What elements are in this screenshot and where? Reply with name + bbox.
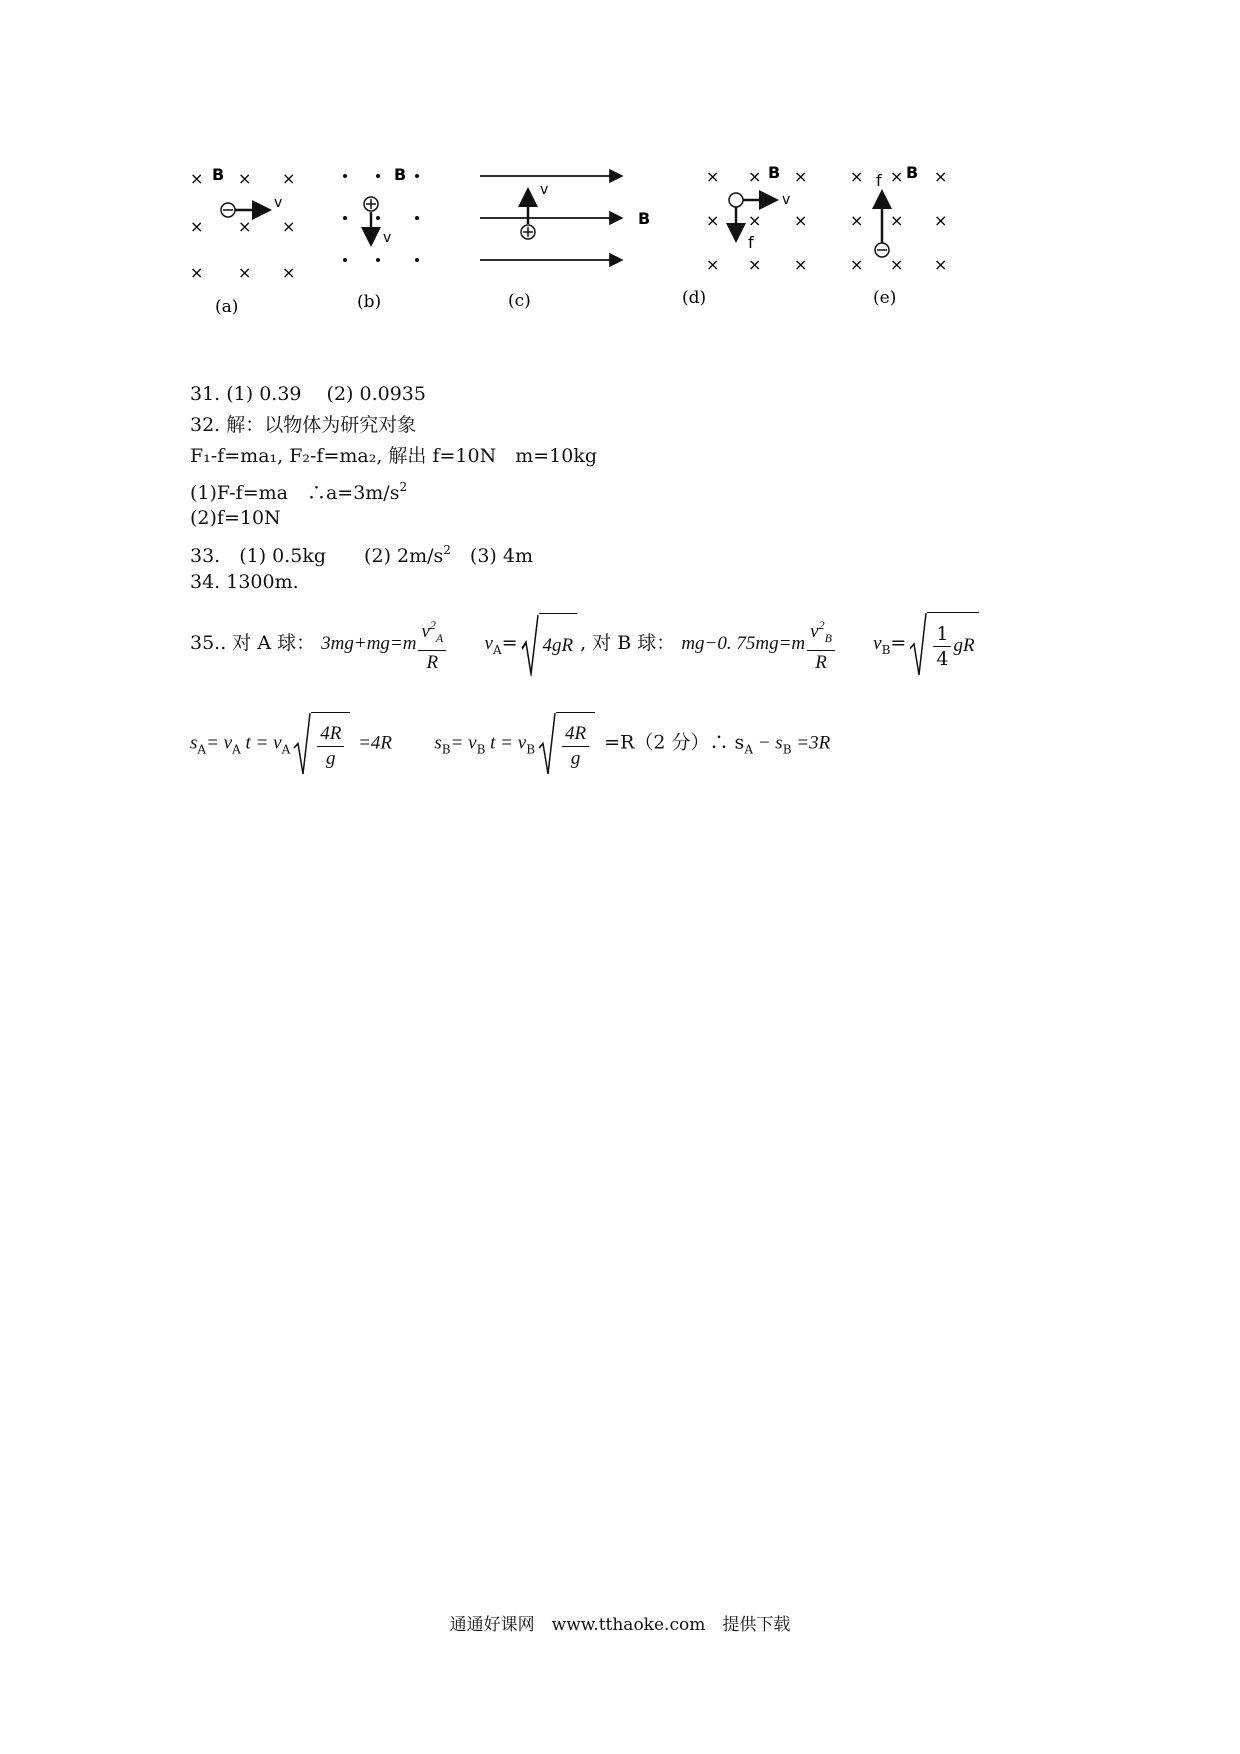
field-label-b: B [638, 209, 651, 228]
answer-33: 33. (1) 0.5kg (2) $2m/s^2$ (3) 4m [190, 543, 533, 567]
cross-mark: × [282, 169, 296, 188]
cross-mark: × [706, 255, 720, 274]
cross-mark: × [282, 263, 296, 282]
field-label-b: B [768, 163, 781, 182]
velocity-label: v [782, 192, 791, 208]
field-label-b: B [394, 165, 407, 184]
cross-mark: × [190, 169, 204, 188]
cross-mark: × [794, 211, 808, 230]
cross-mark: × [190, 217, 204, 236]
answer-35-line2: $s_A= v_A$ $t = v_A$ $\frac{4R}{g}$ =4R $s_B= v_B$ $t = v_B$ $\frac{4R}{g}$ =R（2 分）∴ $s_A - s_B =3R$ [190, 712, 830, 780]
cross-mark: × [934, 211, 948, 230]
cross-mark: × [706, 211, 720, 230]
cross-mark: × [190, 263, 204, 282]
caption-e: (e) [873, 288, 897, 308]
cross-mark: × [748, 255, 762, 274]
diagram-c [480, 176, 650, 311]
diagram-b [343, 165, 419, 312]
sqrt-4R-g: $\frac{4R}{g}$ [293, 712, 350, 775]
answer-32-line2: (1)F-f=ma $\therefore a=3m/s^2$ [190, 480, 408, 504]
cross-mark: × [934, 255, 948, 274]
cross-mark: × [748, 211, 762, 230]
cross-mark: × [850, 167, 864, 186]
field-diagrams [190, 163, 1010, 350]
diagram-svg [190, 163, 1010, 350]
velocity-label: v [383, 230, 392, 246]
answer-35-line1: 35.. 对 A 球： 3mg+mg=m $\frac{v^2_A}{R}$ $v_A=$ 4gR , 对 B 球： mg−0. 75mg=m $\frac{v^2_B}{R}$ $v_B=$ $\frac{1}{4}$ gR [190, 612, 982, 680]
fraction-va2-r: $\frac{v^2_A}{R}$ [418, 613, 446, 675]
cross-mark: × [238, 217, 252, 236]
cross-mark: × [850, 255, 864, 274]
velocity-label: v [274, 195, 283, 211]
cross-mark: × [238, 169, 252, 188]
cross-mark: × [748, 167, 762, 186]
cross-mark: × [794, 167, 808, 186]
cross-mark: × [890, 167, 904, 186]
answer-32-line1: F₁-f=ma₁, F₂-f=ma₂, 解出 f=10N m=10kg [190, 445, 598, 467]
answer-32-title: 32. 解：以物体为研究对象 [190, 414, 417, 436]
force-label: f [876, 171, 882, 190]
field-label-b: B [906, 163, 919, 182]
cross-mark: × [282, 217, 296, 236]
cross-mark: × [794, 255, 808, 274]
force-label: f [748, 233, 754, 252]
caption-b: (b) [357, 292, 382, 312]
answer-32-line3: (2)f=10N [190, 507, 281, 529]
cross-mark: × [706, 167, 720, 186]
charge [729, 193, 743, 207]
cross-mark: × [890, 255, 904, 274]
sqrt-quarter-gR: $\frac{1}{4}$ gR [909, 612, 978, 676]
velocity-label: v [540, 182, 549, 198]
sqrt-4R-g-b: $\frac{4R}{g}$ [538, 712, 595, 775]
caption-c: (c) [508, 291, 531, 311]
answer-31: 31. (1) 0.39 (2) 0.0935 [190, 383, 426, 405]
answer-34: 34. 1300m. [190, 571, 299, 593]
diagram-d [682, 163, 807, 308]
cross-mark: × [850, 211, 864, 230]
sqrt-4gR: 4gR [521, 613, 578, 676]
diagram-e [850, 163, 947, 308]
diagram-a [190, 165, 295, 317]
fraction-vb2-r: $\frac{v^2_B}{R}$ [807, 613, 835, 675]
cross-mark: × [890, 211, 904, 230]
caption-a: (a) [215, 297, 239, 317]
cross-mark: × [238, 263, 252, 282]
footer: 通通好课网 www.tthaoke.com 提供下载 [449, 1615, 791, 1635]
field-label-b: B [212, 165, 225, 184]
caption-d: (d) [682, 288, 707, 308]
cross-mark: × [934, 167, 948, 186]
